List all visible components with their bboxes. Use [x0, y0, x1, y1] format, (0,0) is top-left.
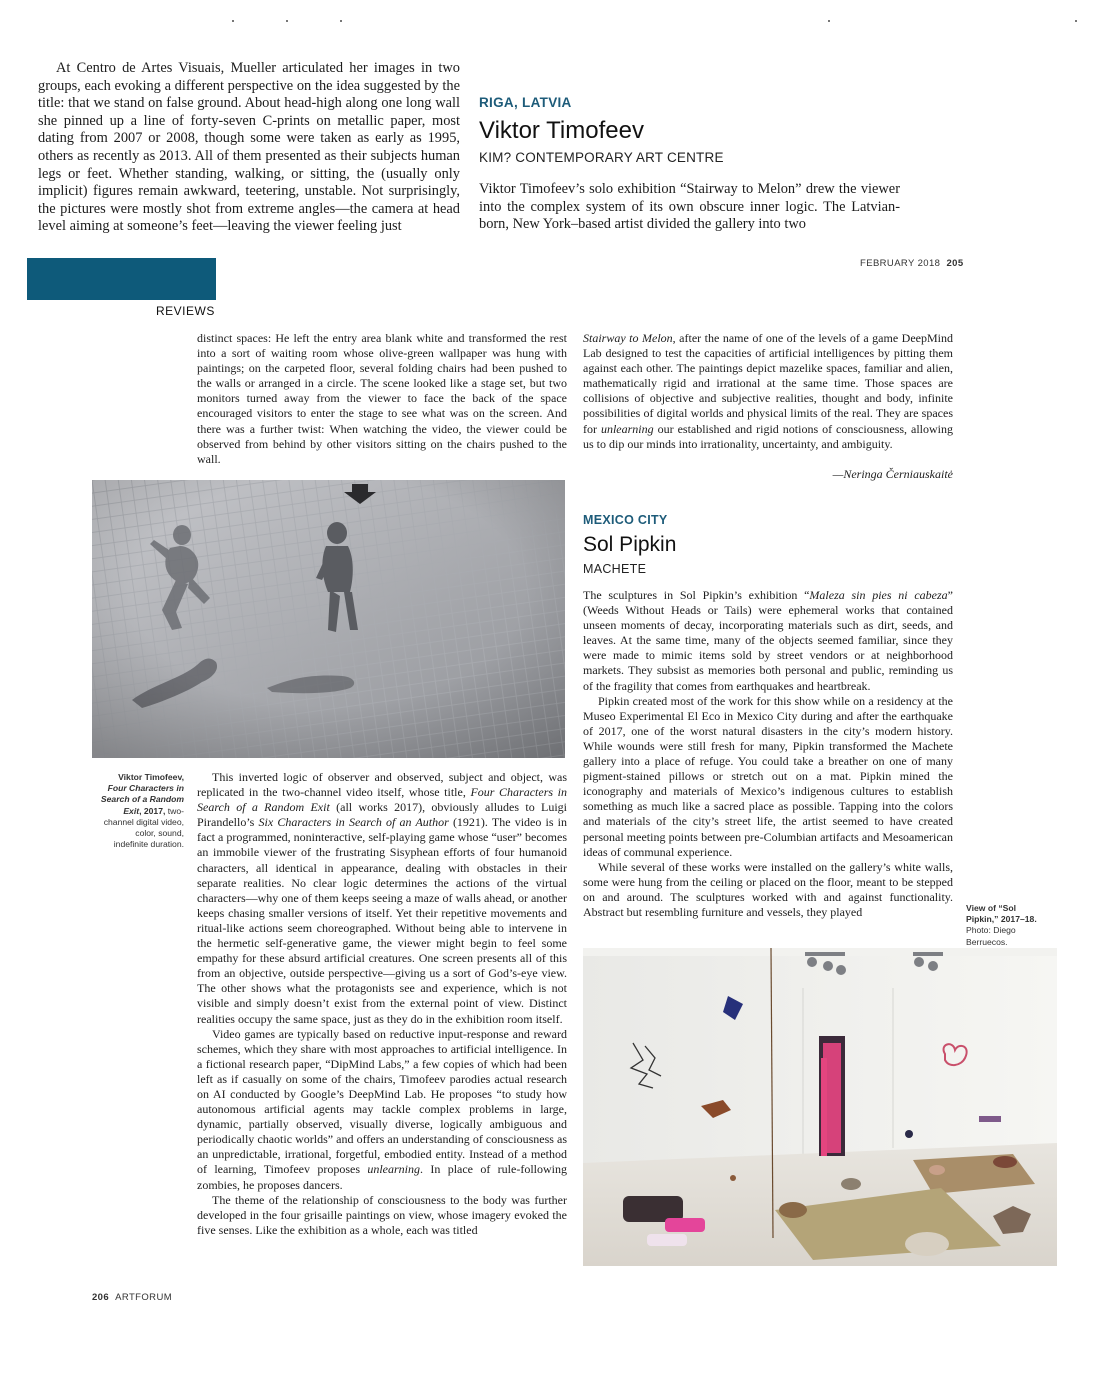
- folio-bottom: [92, 1292, 172, 1303]
- section-label: REVIEWS: [156, 304, 215, 318]
- timofeev-main-text: This inverted logic of observer and observed, subject and object, was replicated in the two-channel video itself, whose title, Four Characters in Search of a Random Exit (all works 2017), obviously alludes to Luigi Pirandello’s Six Characters in Search of an Author (1921). The video is in fact a programmed, noninteractive, self-playing game whose “user” becomes an immobile viewer of the frustrating Sisyphean efforts of four humanoid characters, all identical in appearance, dealing with obstacles in their separate realities. No clear logic determines the actions of the virtual characters—why one of them keeps seeing a maze of walls ahead, or another keeps chasing smaller versions of itself. Yet their repetitive movements and ritual-like actions seem choreographed. Without being able to intervene in the hermetic self-generative game, the viewer might begin to feel some empathy for these absurd artificial creatures. One screen presents all of this from an objective, outside perspective—giving us a sort of God’s-eye view. The other shows what the protagonists see and experience, which is not visible and simply doesn’t exist from the external point of view. Distinct realities occupy the same space, just as they do in the exhibition room itself. Video games are typically based on reductive input-response and reward schemes, which they share with most approaches to artificial intelligence. In a fictional research paper, “DipMind Labs,” a few copies of which had been left as if casually on some of the chairs, Timofeev parodies actual research on AI conducted by Google’s DeepMind Lab. He proposes “to study how autonomous artificial agents may tackle complex problems in large, dynamic, partially observed, visually diverse, logically ambiguous and periodically chaotic worlds” and offers an understanding of consciousness as an unpredictable, irrational, forgetful, embodied entity. Instead of a method of learning, Timofeev proposes unlearning. In place of rule-following zombies, he proposes dancers. The theme of the relationship of consciousness to the body was further developed in the four grisaille paintings on view, whose imagery evoked the five senses. Like the exhibition as a whole, each was titled: [197, 770, 568, 1237]
- pipkin-review-text: The sculptures in Sol Pipkin’s exhibition “Maleza sin pies ni cabeza” (Weeds Without Heads or Tails) were ephemeral works that contained unseen moments of decay, incorporating materials such as dirt, seeds, and leaves. At the same time, many of the objects seemed familiar, since they were made to mimic items sold by street vendors or at neighborhood markets. They subsist as memories both personal and public, reminding us of the fragility that comes from earthquakes and heartbreak. Pipkin created most of the work for this show while on a residency at the Museo Experimental El Eco in Mexico City during and after the earthquake of 2017, one of the worst natural disasters in the city’s modern history. While wounds were still fresh for many, Pipkin transformed the Machete gallery into a place of refuge. You could take a breather on one of many pigment-stained pillows or stretch out on a mat. Pipkin mined the iconography and materials of Mexico’s indigenous cultures to establish something as much like a sacred place as possible. Tapping into the colors and materials of the city’s street life, the artist seemed to have created personal meeting points between pre-Columbian artifacts and Mesoamerican ideas of communal experience. While several of these works were installed on the gallery’s white walls, some were hung from the ceiling or placed on the floor, meant to be stepped on and around. The sculptures worked with and against functionality. Abstract but resembling furniture and vessels, they played: [583, 588, 953, 919]
- top-article-text: At Centro de Artes Visuais, Mueller articulated her images in two groups, each evoking a different perspective on the idea suggested by the title: that we stand on false ground. About head-high along one long wall she pinned up a line of forty-seven C-prints on metallic paper, most dating from 2007 or 2008, though some were taken as early as 1995, others as recently as 2013. All of them presented as their subjects human legs or feet. Whether standing, walking, or sitting, the (usually only implicit) figures remain awkward, teetering, unstable. Not surprisingly, the pictures were mostly shot from extreme angles—the camera at head level aiming at someone’s feet—leaving the viewer feeling just: [38, 60, 460, 235]
- folio-date: FEBRUARY 2018: [860, 258, 941, 269]
- riga-location: RIGA, LATVIA: [479, 95, 572, 110]
- riga-artist-title: Viktor Timofeev: [479, 117, 644, 144]
- timofeev-continued-text: distinct spaces: He left the entry area blank white and transformed the rest into a sort of waiting room whose olive-green wallpaper was hung with paintings; on the carpeted floor, several folding chairs had been pushed to the walls or arranged in a circle. The scene looked like a stage set, but two monitors turned away from the viewer to face the back of the space encouraged visitors to enter the stage to see what was on the screen. And there was a further twist: When watching the video, the viewer could be observed from behind by other visitors sitting on the chairs pushed to the wall.: [197, 331, 567, 466]
- reviewer-signature: —Neringa Černiauskaitė: [832, 467, 953, 481]
- pipkin-gallery-photo: [583, 948, 1057, 1266]
- folio-magazine: ARTFORUM: [115, 1292, 173, 1303]
- mexico-artist-title: Sol Pipkin: [583, 533, 677, 556]
- riga-intro: Viktor Timofeev’s solo exhibition “Stairway to Melon” drew the viewer into the complex system of its own obscure inner logic. The Latvian-born, New York–based artist divided the gallery into two: [479, 181, 900, 233]
- timofeev-video-still: [92, 480, 565, 758]
- timofeev-caption: Viktor Timofeev, Four Characters in Search of a Random Exit, 2017, two-channel digital video, color, sound, indefinite duration.: [100, 772, 184, 850]
- folio-page: 205: [946, 258, 964, 269]
- mexico-location: MEXICO CITY: [583, 513, 668, 527]
- folio-bottom-page: 206: [92, 1292, 110, 1303]
- mexico-venue: MACHETE: [583, 562, 647, 576]
- timofeev-conclusion-text: Stairway to Melon, after the name of one of the levels of a game DeepMind Lab designed to test the capacities of artificial intelligences by pitting them against each other. The paintings depict mazelike spaces, familiar and alien, mathematically rigid and irrational at the same time. Those spaces are collisions of objective and subjective realities, thought and body, infinite possibilities of digital worlds and physical limits of the real. They are spaces for unlearning our established and rigid notions of consciousness, allowing us to dip our minds into irrationality, uncertainty, and ambiguity.: [583, 331, 953, 451]
- riga-venue: KIM? CONTEMPORARY ART CENTRE: [479, 150, 724, 165]
- pipkin-caption: View of “Sol Pipkin,” 2017–18. Photo: Diego Berruecos.: [966, 903, 1037, 947]
- folio-top: [860, 258, 964, 269]
- section-color-block: [27, 258, 216, 300]
